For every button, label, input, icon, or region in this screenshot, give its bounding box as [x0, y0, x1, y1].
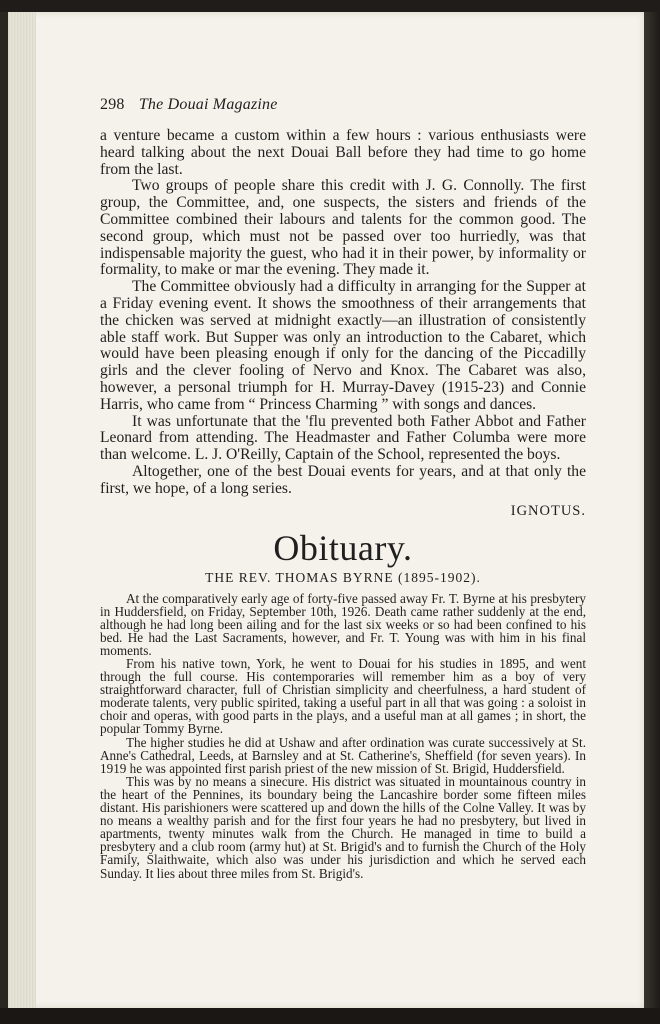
article-body [100, 128, 586, 498]
article-paragraph: It was unfortunate that the 'flu prevented both Father Abbot and Father Leonard from attending. The Headmaster and Father Columba were more than welcome. L. J. O'Reilly, Captain of the School, represented the boys. [100, 412, 586, 464]
scan-bottom-border [0, 1008, 660, 1024]
article-paragraph: The Committee obviously had a difficulty in arranging for the Supper at a Friday evening event. It shows the smoothness of their arrangements that the chicken was served at midnight exactly—an illustration of consistently able staff work. But Supper was only an introduction to the Cabaret, which would have been pleasing enough if only for the dancing of the Piccadilly girls and the clever fooling of Nervo and Knox. The Cabaret was also, however, a personal triumph for H. Murray-Davey (1915-23) and Connie Harris, who came from “ Princess Charming ” with songs and dances. [100, 278, 586, 413]
obituary-paragraph: At the comparatively early age of forty-five passed away Fr. T. Byrne at his presbytery in Huddersfield, on Friday, September 10th, 1926. Death came rather suddenly at the end, although he had long been ailing and for the last six weeks or so had been confined to his bed. He had the Last Sacraments, however, and Fr. T. Young was with him in his final moments. [100, 590, 586, 658]
obituary-paragraph: This was by no means a sinecure. His district was situated in mountainous country in the heart of the Pennines, its boundary being the Lancashire border some fifteen miles distant. His parishioners were scattered up and down the hills of the Colne Valley. It was by no means a wealthy parish and for the first four years he had no presbytery, but lived in apartments, twenty minutes walk from the Church. He managed in time to build a presbytery and a club room (army hut) at St. Brigid's and to furnish the Church of the Holy Family, Slaithwaite, which also was under his jurisdiction and which he served each Sunday. It lies about three miles from St. Brigid's. [100, 773, 586, 881]
page-content [100, 96, 586, 880]
obituary-paragraph: From his native town, York, he went to Douai for his studies in 1895, and went through the full course. His contemporaries will remember him as a boy of very straightforward character, full of Christian simplicity and cheerfulness, a hard student of moderate talents, very public spirited, taking a useful part in all that was going : a soloist in choir and operas, with good parts in the plays, and a useful man at all games ; in short, the popular Tommy Byrne. [100, 656, 586, 737]
author-signature: IGNOTUS. [510, 502, 586, 519]
article-paragraph: a venture became a custom within a few hours : various enthusiasts were heard talking about the next Douai Ball before they had time to go home from the last. [100, 127, 586, 178]
book-spine [644, 12, 660, 1008]
obituary-body [100, 592, 586, 880]
running-head [100, 96, 586, 114]
obituary-subheading: THE REV. THOMAS BYRNE (1895-1902). [205, 569, 481, 585]
page-edge-stack [8, 12, 36, 1008]
scan-top-border [0, 0, 660, 12]
page-number: 298 [100, 96, 125, 113]
journal-title: The Douai Magazine [138, 96, 278, 113]
obituary-heading: Obituary. [273, 527, 413, 568]
article-paragraph: Two groups of people share this credit with J. G. Connolly. The first group, the Committee, and, one suspects, the sisters and friends of the Committee combined their labours and talents for the common good. The second group, which must not be passed over too hurriedly, was that indispensable majority the guest, who had it in their power, by informality or formality, to make or mar the evening. They made it. [100, 177, 586, 279]
article-paragraph: Altogether, one of the best Douai events for years, and at that only the first, we hope, of a long series. [100, 462, 586, 497]
obituary-paragraph: The higher studies he did at Ushaw and after ordination was curate successively at St. Anne's Cathedral, Leeds, at Barnsley and at St. Catherine's, Sheffield (for seven years). In 1919 he was appointed first parish priest of the new mission of St. Brigid, Huddersfield. [100, 734, 586, 776]
